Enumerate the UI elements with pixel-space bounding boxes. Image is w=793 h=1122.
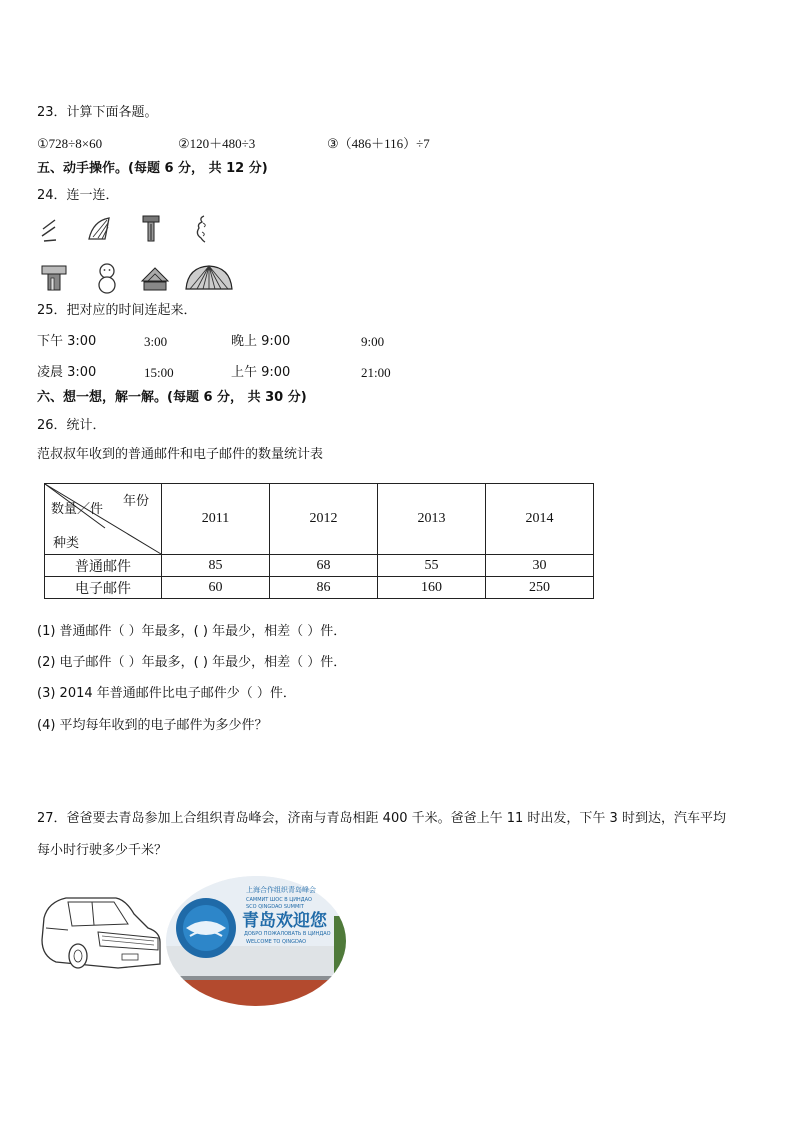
header-year-2014: 2014 [486, 484, 594, 555]
header-year-2012: 2012 [270, 484, 378, 555]
snowman-icon [96, 262, 118, 294]
table-cell: 250 [486, 577, 594, 599]
umbrella-icon [184, 264, 234, 292]
mail-stats-table [44, 483, 594, 599]
header-year-2011: 2011 [162, 484, 270, 555]
sign-en: SCO QINGDAO SUMMIT [246, 904, 304, 910]
q25-r2-c1: 凌晨 3:00 [37, 365, 97, 380]
header-count-label: 数量／件 [51, 501, 104, 516]
sign-welcome-ru: ДОБРО ПОЖАЛОВАТЬ В ЦИНДАО [244, 931, 331, 937]
table-cell: 60 [162, 577, 270, 599]
q23-item-3: ③（486＋116）÷7 [327, 136, 430, 151]
row-label-email: 电子邮件 [45, 577, 162, 599]
header-year-2013: 2013 [378, 484, 486, 555]
q25-r1-c4: 9:00 [361, 334, 385, 349]
table-cell: 55 [378, 555, 486, 577]
q25-r1-c2: 3:00 [144, 334, 168, 349]
q26-sub-3: (3) 2014 年普通邮件比电子邮件少（ ）件． [37, 686, 296, 701]
mushroom-house-icon [40, 264, 68, 292]
q25-r2-c4: 21:00 [361, 365, 391, 380]
q24-title: 24．连一连． [37, 188, 119, 203]
car-drawing-icon [38, 888, 164, 980]
q26-sub-2: (2) 电子邮件（ ）年最多，( ) 年最少，相差（ ）件． [37, 655, 347, 670]
q25-r2-c2: 15:00 [144, 365, 174, 380]
table-cell: 68 [270, 555, 378, 577]
header-year-label: 年份 [123, 493, 150, 508]
q25-r2-c3: 上午 9:00 [231, 365, 291, 380]
section-6-heading: 六、想一想，解一解。(每题 6 分， 共 30 分) [37, 390, 307, 405]
zigzag-view-icon [40, 216, 60, 244]
table-row [45, 577, 594, 599]
sign-cn-top: 上海合作组织青岛峰会 [246, 886, 316, 894]
sign-welcome-en: WELCOME TO QINGDAO [246, 939, 307, 945]
table-cell: 85 [162, 555, 270, 577]
table-row [45, 555, 594, 577]
q26-sub-1: (1) 普通邮件（ ）年最多，( ) 年最少，相差（ ）件． [37, 624, 347, 639]
snowman-side-view-icon [195, 214, 211, 244]
q25-title: 25．把对应的时间连起来． [37, 303, 197, 318]
table-diagonal-header [45, 484, 162, 555]
mushroom-house-view-icon [141, 214, 163, 244]
q25-r1-c1: 下午 3:00 [37, 334, 97, 349]
q26-title: 26．统计． [37, 418, 106, 433]
row-label-regular-mail: 普通邮件 [45, 555, 162, 577]
sign-welcome-cn: 青岛欢迎您 [242, 911, 327, 931]
q27-line-1: 27．爸爸要去青岛参加上合组织青岛峰会，济南与青岛相距 400 千米。爸爸上午 11 时出发，下午 3 时到达，汽车平均 [37, 811, 726, 826]
q26-sub-4: (4) 平均每年收到的电子邮件为多少件？ [37, 718, 268, 733]
umbrella-side-view-icon [87, 215, 113, 243]
q25-r1-c3: 晚上 9:00 [231, 334, 291, 349]
table-header-row [45, 484, 594, 555]
table-cell: 160 [378, 577, 486, 599]
q23-item-1: ①728÷8×60 [37, 136, 103, 151]
q26-table-caption: 范叔叔年收到的普通邮件和电子邮件的数量统计表 [37, 447, 324, 462]
section-5-heading: 五、动手操作。(每题 6 分， 共 12 分) [37, 161, 268, 176]
triangle-tent-icon [140, 266, 170, 292]
table-cell: 30 [486, 555, 594, 577]
q27-line-2: 每小时行驶多少千米？ [37, 843, 168, 858]
q23-item-2: ②120＋480÷3 [178, 136, 256, 151]
sign-ru: САММИТ ШОС В ЦИНДАО [246, 897, 312, 903]
qingdao-welcome-sign-photo [166, 876, 346, 1006]
q23-title: 23．计算下面各题。 [37, 105, 158, 120]
header-type-label: 种类 [53, 535, 80, 550]
table-cell: 86 [270, 577, 378, 599]
